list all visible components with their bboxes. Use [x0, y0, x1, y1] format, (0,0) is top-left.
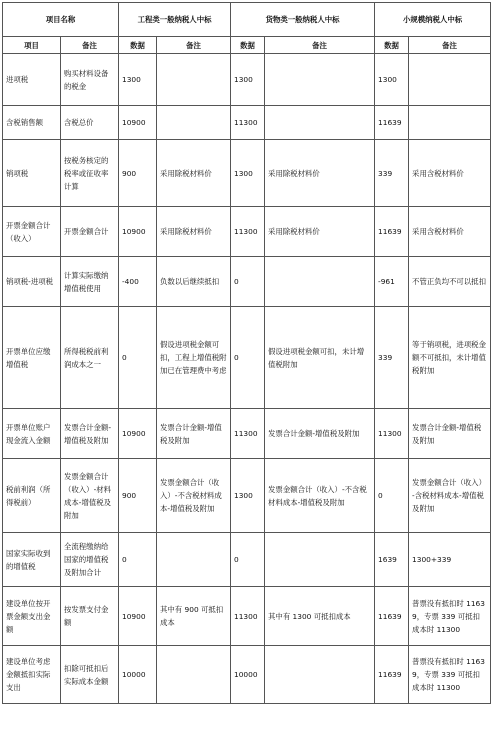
table-row [3, 207, 491, 257]
engineering-amount: 10900 [119, 409, 157, 459]
goods-remark: 采用除税材料价 [265, 207, 375, 257]
row-remark: 按发票支付金额 [61, 587, 119, 646]
table-row [3, 459, 491, 533]
small-scale-amount: 11639 [375, 646, 409, 704]
small-scale-remark: 普票没有抵扣时 11639，专票 339 可抵扣成本时 11300 [409, 587, 491, 646]
subheader-amount-3: 数据 [375, 37, 409, 54]
small-scale-remark [409, 54, 491, 106]
row-remark: 开票金额合计 [61, 207, 119, 257]
goods-remark [265, 257, 375, 307]
goods-amount: 0 [231, 257, 265, 307]
table-row [3, 257, 491, 307]
small-scale-amount: 0 [375, 459, 409, 533]
engineering-amount: 10000 [119, 646, 157, 704]
table-row [3, 106, 491, 140]
small-scale-amount: 1639 [375, 533, 409, 587]
row-remark: 发票金额合计（收入）-材料成本-增值税及附加 [61, 459, 119, 533]
row-remark: 购买材料设备的税金 [61, 54, 119, 106]
small-scale-remark: 1300+339 [409, 533, 491, 587]
row-item: 销项税-进项税 [3, 257, 61, 307]
goods-amount: 10000 [231, 646, 265, 704]
goods-amount: 1300 [231, 459, 265, 533]
small-scale-amount: 1300 [375, 54, 409, 106]
table-subheader-row [3, 37, 491, 54]
row-item: 税前利润（所得税前） [3, 459, 61, 533]
subheader-remark: 备注 [61, 37, 119, 54]
goods-amount: 0 [231, 307, 265, 409]
small-scale-amount: 11639 [375, 106, 409, 140]
row-remark: 计算实际缴纳增值税使用 [61, 257, 119, 307]
subheader-amount-1: 数据 [119, 37, 157, 54]
goods-remark: 其中有 1300 可抵扣成本 [265, 587, 375, 646]
row-remark: 含税总价 [61, 106, 119, 140]
row-item: 含税销售额 [3, 106, 61, 140]
small-scale-remark: 发票合计金额-增值税及附加 [409, 409, 491, 459]
engineering-remark: 负数以后继续抵扣 [157, 257, 231, 307]
engineering-remark: 采用除税材料价 [157, 207, 231, 257]
row-remark: 全流程缴纳给国家的增值税及附加合计 [61, 533, 119, 587]
small-scale-amount: 11639 [375, 587, 409, 646]
row-item: 开票金额合计（收入） [3, 207, 61, 257]
table-row [3, 587, 491, 646]
goods-amount: 11300 [231, 587, 265, 646]
small-scale-remark: 等于销项税，进项税金额不可抵扣，未计增值税附加 [409, 307, 491, 409]
subheader-remark-3: 备注 [409, 37, 491, 54]
engineering-amount: 900 [119, 459, 157, 533]
row-item: 建设单位考虑金额抵扣实际支出 [3, 646, 61, 704]
table-row [3, 307, 491, 409]
row-item: 销项税 [3, 140, 61, 207]
goods-amount: 0 [231, 533, 265, 587]
engineering-remark [157, 533, 231, 587]
row-item: 国家实际收到的增值税 [3, 533, 61, 587]
goods-remark: 发票合计金额-增值税及附加 [265, 409, 375, 459]
table-header-row [3, 3, 491, 37]
row-remark: 所得税税前利润成本之一 [61, 307, 119, 409]
engineering-amount: 0 [119, 307, 157, 409]
engineering-amount: 10900 [119, 106, 157, 140]
engineering-amount: -400 [119, 257, 157, 307]
small-scale-amount: 339 [375, 307, 409, 409]
small-scale-remark [409, 106, 491, 140]
small-scale-remark: 采用含税材料价 [409, 140, 491, 207]
engineering-remark: 假设进项税金额可扣，工程上增值税附加已在管理费中考虑 [157, 307, 231, 409]
engineering-amount: 900 [119, 140, 157, 207]
engineering-amount: 1300 [119, 54, 157, 106]
goods-amount: 11300 [231, 207, 265, 257]
engineering-remark: 发票金额合计（收入）-不含税材料成本-增值税及附加 [157, 459, 231, 533]
goods-amount: 1300 [231, 140, 265, 207]
tax-comparison-table [2, 2, 491, 704]
goods-amount: 1300 [231, 54, 265, 106]
engineering-remark [157, 106, 231, 140]
goods-remark: 采用除税材料价 [265, 140, 375, 207]
subheader-remark-2: 备注 [265, 37, 375, 54]
row-item: 开票单位账户现金流入金额 [3, 409, 61, 459]
engineering-remark: 其中有 900 可抵扣成本 [157, 587, 231, 646]
header-small-scale: 小规模纳税人中标 [375, 3, 491, 37]
engineering-amount: 0 [119, 533, 157, 587]
goods-remark [265, 533, 375, 587]
engineering-remark [157, 646, 231, 704]
small-scale-amount: 11300 [375, 409, 409, 459]
row-remark: 扣除可抵扣后实际成本金额 [61, 646, 119, 704]
engineering-amount: 10900 [119, 587, 157, 646]
engineering-remark: 发票合计金额-增值税及附加 [157, 409, 231, 459]
engineering-remark: 采用除税材料价 [157, 140, 231, 207]
goods-remark: 发票金额合计（收入）-不含税材料成本-增值税及附加 [265, 459, 375, 533]
goods-remark [265, 106, 375, 140]
row-item: 进项税 [3, 54, 61, 106]
small-scale-amount: -961 [375, 257, 409, 307]
small-scale-remark: 发票金额合计（收入）-含税材料成本-增值税及附加 [409, 459, 491, 533]
row-item: 开票单位应缴增值税 [3, 307, 61, 409]
table-row [3, 140, 491, 207]
row-item: 建设单位按开票金额支出金额 [3, 587, 61, 646]
engineering-amount: 10900 [119, 207, 157, 257]
table-row [3, 646, 491, 704]
subheader-item: 项目 [3, 37, 61, 54]
row-remark: 发票合计金额-增值税及附加 [61, 409, 119, 459]
goods-remark [265, 646, 375, 704]
goods-remark: 假设进项税金额可扣，未计增值税附加 [265, 307, 375, 409]
row-remark: 按税务核定的税率或征收率计算 [61, 140, 119, 207]
table-row [3, 54, 491, 106]
engineering-remark [157, 54, 231, 106]
subheader-remark-1: 备注 [157, 37, 231, 54]
header-item-name: 项目名称 [3, 3, 119, 37]
small-scale-amount: 11639 [375, 207, 409, 257]
small-scale-remark: 普票没有抵扣时 11639，专票 339 可抵扣成本时 11300 [409, 646, 491, 704]
small-scale-remark: 采用含税材料价 [409, 207, 491, 257]
goods-amount: 11300 [231, 409, 265, 459]
header-goods-general: 货物类一般纳税人中标 [231, 3, 375, 37]
table-row [3, 409, 491, 459]
table-row [3, 533, 491, 587]
header-engineering-general: 工程类一般纳税人中标 [119, 3, 231, 37]
small-scale-remark: 不管正负均不可以抵扣 [409, 257, 491, 307]
small-scale-amount: 339 [375, 140, 409, 207]
goods-remark [265, 54, 375, 106]
goods-amount: 11300 [231, 106, 265, 140]
subheader-amount-2: 数据 [231, 37, 265, 54]
